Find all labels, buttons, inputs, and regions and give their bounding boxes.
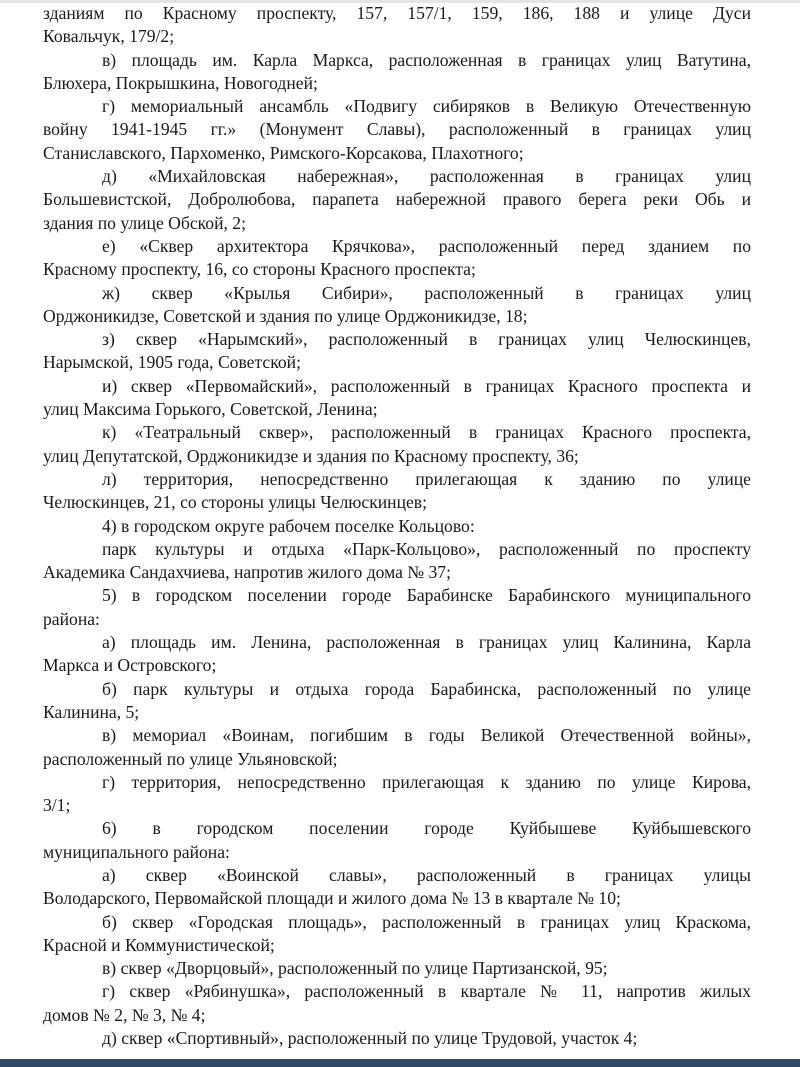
paragraph bbox=[43, 631, 751, 678]
text-line: 3/1; bbox=[43, 795, 71, 816]
document-page bbox=[43, 2, 751, 1050]
text-line: а) площадь им. Ленина, расположенная в границах улиц Калинина, Карла bbox=[102, 632, 751, 653]
text-line: района: bbox=[43, 608, 100, 629]
paragraph bbox=[43, 282, 751, 329]
paragraph bbox=[43, 468, 751, 515]
paragraph bbox=[43, 771, 751, 818]
text-line: Володарского, Первомайской площади и жилого дома № 13 в квартале № 10; bbox=[43, 888, 621, 909]
text-line: 4) в городском округе рабочем поселке Кольцово: bbox=[102, 515, 475, 536]
text-line: в) сквер «Дворцовый», расположенный по улице Партизанской, 95; bbox=[102, 958, 608, 979]
paragraph bbox=[43, 817, 751, 864]
text-line: к) «Театральный сквер», расположенный в границах Красного проспекта, bbox=[102, 422, 751, 443]
text-line: г) территория, непосредственно прилегающая к зданию по улице Кирова, bbox=[102, 771, 751, 792]
text-line: Большевистской, Добролюбова, парапета набережной правого берега реки Обь и bbox=[43, 189, 751, 210]
text-line: зданиям по Красному проспекту, 157, 157/1, 159, 186, 188 и улице Дуси bbox=[43, 3, 751, 23]
text-line: б) парк культуры и отдыха города Барабинска, расположенный по улице bbox=[102, 678, 751, 699]
text-line: в) площадь им. Карла Маркса, расположенная в границах улиц Ватутина, bbox=[102, 49, 751, 70]
text-line: 6) в городском поселении городе Куйбышеве Куйбышевского bbox=[102, 818, 751, 839]
paragraph bbox=[43, 678, 751, 725]
paragraph bbox=[43, 95, 751, 165]
text-line: здания по улице Обской, 2; bbox=[43, 212, 246, 233]
text-line: в) мемориал «Воинам, погибшим в годы Великой Отечественной войны», bbox=[102, 725, 751, 746]
text-line: б) сквер «Городская площадь», расположенный в границах улиц Краскома, bbox=[102, 911, 751, 932]
paragraph bbox=[43, 584, 751, 631]
text-line: Академика Сандахчиева, напротив жилого дома № 37; bbox=[43, 562, 451, 583]
text-line: Красной и Коммунистической; bbox=[43, 934, 275, 955]
text-line: ж) сквер «Крылья Сибири», расположенный в границах улиц bbox=[102, 282, 751, 303]
paragraph bbox=[43, 1027, 751, 1050]
paragraph bbox=[43, 165, 751, 235]
paragraph bbox=[43, 957, 751, 980]
text-line: Нарымской, 1905 года, Советской; bbox=[43, 352, 301, 373]
text-line: е) «Сквер архитектора Крячкова», расположенный перед зданием по bbox=[102, 235, 751, 256]
text-line: г) мемориальный ансамбль «Подвигу сибиряков в Великую Отечественную bbox=[102, 96, 751, 117]
text-line: Челюскинцев, 21, со стороны улицы Челюскинцев; bbox=[43, 492, 427, 513]
text-line: Красному проспекту, 16, со стороны Красного проспекта; bbox=[43, 259, 476, 280]
text-line: Орджоникидзе, Советской и здания по улице Орджоникидзе, 18; bbox=[43, 305, 528, 326]
text-line: а) сквер «Воинской славы», расположенный в границах улицы bbox=[102, 864, 751, 885]
text-line: Ковальчук, 179/2; bbox=[43, 26, 175, 47]
text-line: муниципального района: bbox=[43, 841, 230, 862]
text-line: и) сквер «Первомайский», расположенный в границах Красного проспекта и bbox=[102, 375, 751, 396]
text-line: домов № 2, № 3, № 4; bbox=[43, 1004, 206, 1025]
bottom-bar bbox=[0, 1059, 800, 1067]
text-line: 5) в городском поселении городе Барабинске Барабинского муниципального bbox=[102, 585, 751, 606]
text-line: улиц Депутатской, Орджоникидзе и здания по Красному проспекту, 36; bbox=[43, 445, 579, 466]
text-line: л) территория, непосредственно прилегающая к зданию по улице bbox=[102, 468, 751, 489]
text-line: д) «Михайловская набережная», расположенная в границах улиц bbox=[102, 166, 751, 187]
paragraph bbox=[43, 538, 751, 585]
text-line: з) сквер «Нарымский», расположенный в границах улиц Челюскинцев, bbox=[102, 329, 751, 350]
paragraph bbox=[43, 724, 751, 771]
text-line: Блюхера, Покрышкина, Новогодней; bbox=[43, 72, 318, 93]
paragraph bbox=[43, 515, 751, 538]
paragraph bbox=[43, 375, 751, 422]
text-line: расположенный по улице Ульяновской; bbox=[43, 748, 338, 769]
text-line: д) сквер «Спортивный», расположенный по улице Трудовой, участок 4; bbox=[102, 1028, 638, 1049]
paragraph bbox=[43, 49, 751, 96]
paragraph bbox=[43, 864, 751, 911]
text-line: парк культуры и отдыха «Парк-Кольцово», расположенный по проспекту bbox=[102, 538, 751, 559]
paragraph bbox=[43, 2, 751, 49]
paragraph bbox=[43, 911, 751, 958]
text-line: г) сквер «Рябинушка», расположенный в квартале № 11, напротив жилых bbox=[102, 981, 751, 1002]
paragraph bbox=[43, 235, 751, 282]
text-line: войну 1941-1945 гг.» (Монумент Славы), расположенный в границах улиц bbox=[43, 119, 751, 140]
text-line: Калинина, 5; bbox=[43, 701, 140, 722]
text-line: Станиславского, Пархоменко, Римского-Корсакова, Плахотного; bbox=[43, 142, 524, 163]
text-line: улиц Максима Горького, Советской, Ленина; bbox=[43, 399, 378, 420]
text-line: Маркса и Островского; bbox=[43, 655, 217, 676]
paragraph bbox=[43, 421, 751, 468]
paragraph bbox=[43, 980, 751, 1027]
paragraph bbox=[43, 328, 751, 375]
